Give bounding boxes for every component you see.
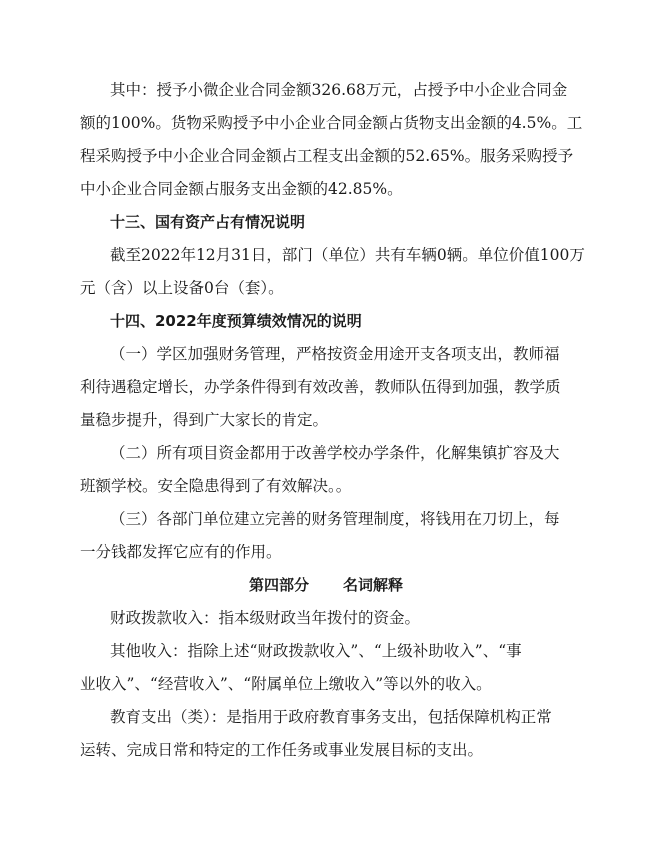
section-heading-14: 十四、2022年度预算绩效情况的说明 <box>110 312 362 330</box>
part4-heading-number: 第四部分 <box>249 576 310 594</box>
paragraph-line: 截至2022年12月31日，部门（单位）共有车辆0辆。单位价值100万 <box>110 246 585 264</box>
paragraph-line: 程采购授予中小企业合同金额占工程支出金额的52.65%。服务采购授予 <box>80 147 574 165</box>
paragraph-line: 其中：授予小微企业合同金额326.68万元，占授予中小企业合同金 <box>110 81 568 99</box>
paragraph-line: 财政拨款收入：指本级财政当年拨付的资金。 <box>110 609 421 627</box>
paragraph-line: 班额学校。安全隐患得到了有效解决。。 <box>80 477 352 495</box>
paragraph-line: 中小企业合同金额占服务支出金额的42.85%。 <box>80 180 403 198</box>
paragraph-line: （二）所有项目资金都用于改善学校办学条件，化解集镇扩容及大 <box>110 444 560 462</box>
paragraph-line: 业收入”、“经营收入”、“附属单位上缴收入”等以外的收入。 <box>80 675 492 693</box>
paragraph-line: 元（含）以上设备0台（套）。 <box>80 279 284 297</box>
paragraph-line: 利待遇稳定增长，办学条件得到有效改善，教师队伍得到加强，教学质 <box>80 378 561 396</box>
paragraph-line: 一分钱都发挥它应有的作用。 <box>80 543 282 561</box>
paragraph-line: 额的100%。货物采购授予中小企业合同金额占货物支出金额的4.5%。工 <box>80 114 583 132</box>
part4-heading <box>0 575 654 595</box>
paragraph-line: 量稳步提升，得到广大家长的肯定。 <box>80 411 329 429</box>
paragraph-line: 教育支出（类）：是指用于政府教育事务支出，包括保障机构正常 <box>110 708 552 726</box>
part4-heading-title: 名词解释 <box>343 576 404 594</box>
paragraph-line: 其他收入：指除上述“财政拨款收入”、“上级补助收入”、“事 <box>110 642 522 660</box>
paragraph-line: （一）学区加强财务管理，严格按资金用途开支各项支出，教师福 <box>110 345 560 363</box>
paragraph-line: 运转、完成日常和特定的工作任务或事业发展目标的支出。 <box>80 741 484 759</box>
paragraph-line: （三）各部门单位建立完善的财务管理制度，将钱用在刀切上，每 <box>110 510 560 528</box>
section-heading-13: 十三、国有资产占有情况说明 <box>110 213 306 231</box>
